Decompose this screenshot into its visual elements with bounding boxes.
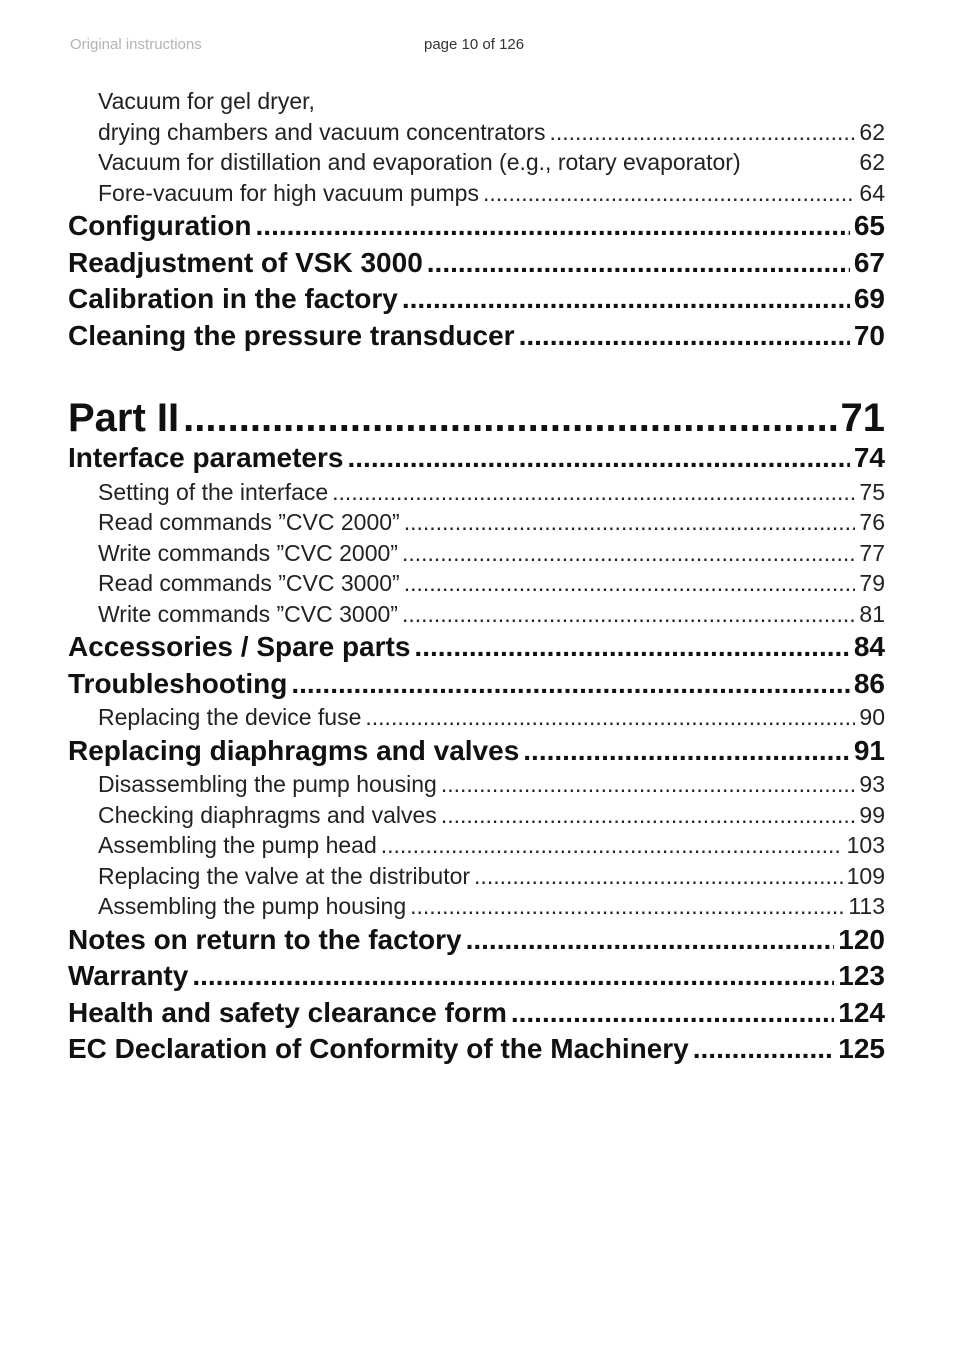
toc-entry-page: 90 [859,704,885,730]
dot-leader [404,568,856,599]
toc-chapter-entry[interactable] [68,1031,885,1068]
dot-leader [410,891,844,922]
toc-section-entry[interactable] [68,891,885,922]
dot-leader [192,958,834,995]
toc-entry-page: 76 [859,509,885,535]
toc-entry-title: Warranty [68,960,189,991]
dot-leader [474,861,843,892]
toc-entry-title: Vacuum for gel dryer, [98,88,315,114]
toc-entry-title: Notes on return to the factory [68,923,462,955]
toc-entry-page: 70 [853,319,885,351]
toc-entry-title: Read commands ”CVC 2000” [98,509,400,535]
dot-leader [549,117,855,148]
toc-section-entry[interactable] [68,861,885,892]
dot-leader [183,396,836,440]
dot-leader [402,538,855,569]
dot-leader [365,702,855,733]
toc-chapter-entry[interactable] [68,629,885,666]
toc-chapter-entry[interactable] [68,245,885,282]
toc-section-entry[interactable] [68,830,885,861]
toc-section-entry[interactable] [68,702,885,733]
dot-leader [511,995,834,1032]
toc-entry-title: EC Declaration of Conformity of the Machinery [68,1033,689,1064]
toc-entry-page: 71 [840,396,885,440]
toc-entry-page: 67 [853,246,885,278]
dot-leader [414,629,849,666]
toc-chapter-entry[interactable] [68,922,885,959]
toc-entry-title: drying chambers and vacuum concentrators [98,118,546,145]
toc-entry-title: Readjustment of VSK 3000 [68,246,423,278]
toc-entry-title: Checking diaphragms and valves [98,801,437,828]
toc-entry-page: 120 [838,923,885,955]
section-spacer [68,354,885,396]
toc-entry-title: Read commands ”CVC 3000” [98,570,400,596]
dot-leader [381,830,843,861]
toc-entry-title: Setting of the interface [98,478,329,505]
dot-leader [519,318,850,355]
dot-leader [402,599,855,630]
toc-chapter-entry[interactable] [68,318,885,355]
toc-entry-title: Replacing diaphragms and valves [68,734,520,766]
toc-entry-page: 69 [853,283,885,314]
toc-entry-page: 123 [838,960,885,991]
toc-entry-page: 109 [846,862,885,889]
toc-part-entry[interactable] [68,396,885,440]
dot-leader [256,208,850,245]
dot-leader [466,922,835,959]
toc-entry-title: Configuration [68,210,252,241]
toc-section-entry[interactable] [68,178,885,209]
toc-section-entry[interactable] [68,507,885,538]
toc-entry-title: Disassembling the pump housing [98,771,437,797]
toc-entry-page: 75 [859,478,885,505]
toc-entry-page: 74 [853,442,885,473]
toc-chapter-entry[interactable] [68,208,885,245]
toc-section-entry[interactable] [68,147,885,178]
table-of-contents [68,86,885,1068]
toc-entry-page: 91 [853,734,885,766]
toc-section-entry[interactable] [68,800,885,831]
toc-entry-page: 64 [859,179,885,206]
toc-entry-page: 65 [853,210,885,241]
toc-entry-title: Health and safety clearance form [68,996,507,1028]
dot-leader [402,281,850,318]
dot-leader [483,178,855,209]
toc-entry-title: Replacing the device fuse [98,704,362,730]
toc-chapter-entry[interactable] [68,958,885,995]
dot-leader [404,507,856,538]
dot-leader [291,666,850,703]
dot-leader [427,245,850,282]
toc-entry-title: Assembling the pump head [98,832,377,858]
dot-leader [441,800,856,831]
toc-entry-title: Write commands ”CVC 2000” [98,539,398,566]
document-label: Original instructions [70,36,202,53]
dot-leader [441,769,856,800]
toc-entry-title: Interface parameters [68,442,344,473]
toc-entry-title: Assembling the pump housing [98,893,407,919]
toc-entry-title: Part II [68,396,180,440]
toc-entry-page: 77 [859,539,885,566]
toc-chapter-entry[interactable] [68,995,885,1032]
toc-entry-page: 99 [859,801,885,828]
toc-chapter-entry[interactable] [68,666,885,703]
toc-section-entry[interactable] [68,568,885,599]
toc-entry-page: 124 [838,996,885,1028]
toc-entry-title: Accessories / Spare parts [68,631,411,662]
toc-entry-page: 84 [853,631,885,662]
toc-entry-title: Cleaning the pressure transducer [68,319,515,351]
toc-section-entry[interactable] [68,86,885,117]
toc-entry-title: Troubleshooting [68,667,288,699]
dot-leader [347,440,849,477]
toc-entry-page: 62 [859,118,885,145]
toc-entry-page: 103 [846,832,885,858]
page-number: page 10 of 126 [424,36,525,53]
toc-entry-page: 79 [859,570,885,596]
toc-section-entry[interactable] [68,599,885,630]
dot-leader [332,477,855,508]
toc-entry-title: Fore-vacuum for high vacuum pumps [98,179,479,206]
toc-entry-title: Calibration in the factory [68,283,398,314]
toc-entry-page: 125 [838,1033,885,1064]
toc-chapter-entry[interactable] [68,440,885,477]
toc-chapter-entry[interactable] [68,733,885,770]
toc-entry-page: 86 [853,667,885,699]
toc-section-entry[interactable] [68,769,885,800]
toc-entry-title: Write commands ”CVC 3000” [98,600,398,627]
toc-section-entry[interactable] [68,477,885,508]
toc-entry-page: 113 [848,893,885,919]
toc-chapter-entry[interactable] [68,281,885,318]
toc-entry-title: Replacing the valve at the distributor [98,862,471,889]
dot-leader [693,1031,835,1068]
toc-section-entry[interactable] [68,117,885,148]
toc-entry-page: 81 [859,600,885,627]
dot-leader [523,733,850,770]
toc-entry-page: 62 [859,149,885,175]
toc-entry-page: 93 [859,771,885,797]
toc-section-entry[interactable] [68,538,885,569]
toc-entry-title: Vacuum for distillation and evaporation (e.g., rotary evaporator) [98,149,741,175]
